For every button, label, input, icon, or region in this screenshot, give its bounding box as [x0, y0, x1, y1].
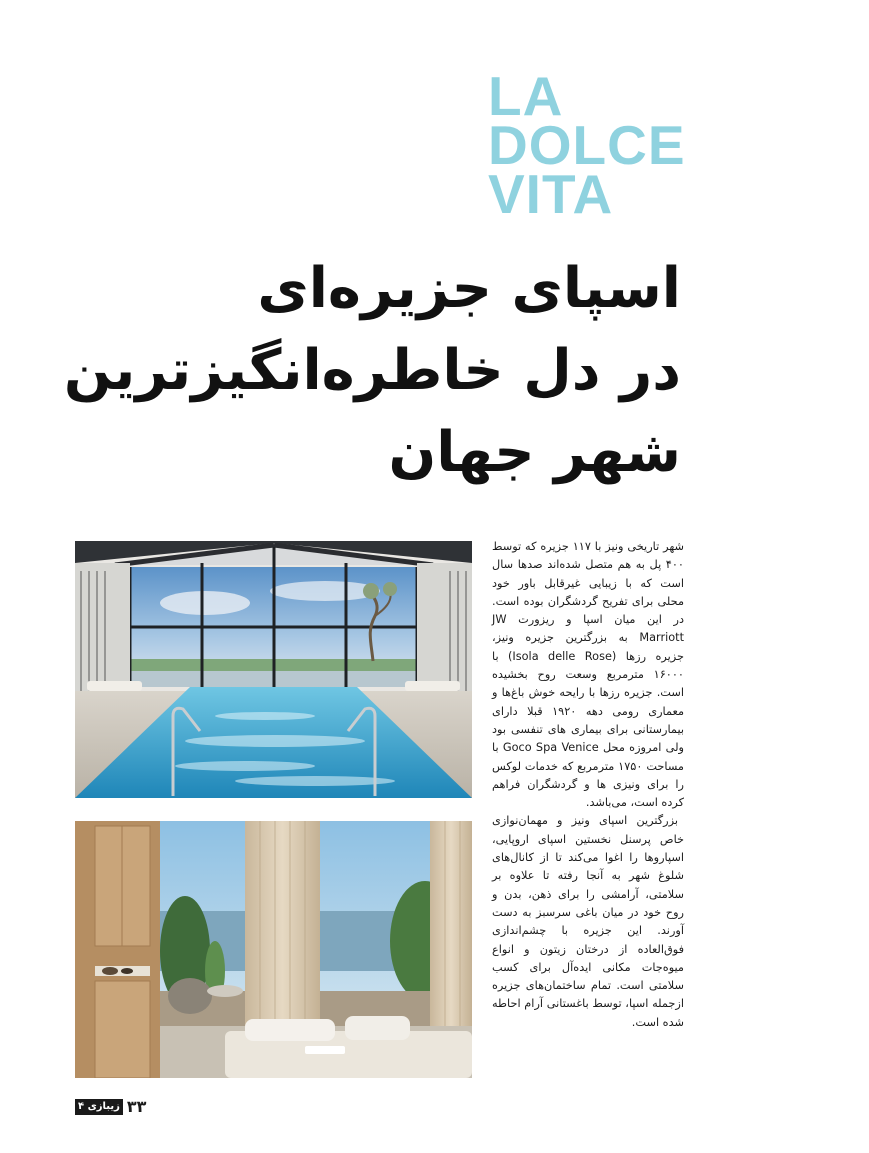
- kicker-line: LA: [488, 65, 564, 127]
- headline-line: در دل خاطره‌انگیزترین: [63, 338, 681, 403]
- kicker-line: VITA: [488, 163, 614, 225]
- body-paragraph: شهر تاریخی ونیز با ۱۱۷ جزیره که توسط ۴۰۰ پل به هم متصل شده‌اند صدها سال است که با زیبایی غیرقابل باور خود محلی برای تفریح گردشگران بوده است. در این میان اسپا و ریزورت JW Marriott به بزرگترین جزیره ونیز، جزیره رزها (Isola delle Rose) با ۱۶۰۰۰ مترمربع وسعت روح بخشیده است. جزیره رزها با رایحه خوش باغ‌ها و معماری رومی دهه ۱۹۲۰ قبلا دارای بیمارستانی برای بیماری های تنفسی بود ولی امروزه محل Goco Spa Venice با مساحت ۱۷۵۰ مترمربع که خدمات لوکس را برای ونیزی ها و گردشگران فراهم کرده است، می‌باشد.: [492, 540, 685, 810]
- magazine-tag: زیبازی ۴: [75, 1099, 123, 1115]
- article-body: [492, 538, 684, 1032]
- article-headline: [63, 248, 681, 494]
- body-paragraph: بزرگترین اسپای ونیز و مهمان‌نوازی خاص پرسنل نخستین اسپای اروپایی، اسپاروها را اغوا می‌کند تا از کانال‌های شلوغ شهر به آنجا رفته تا علاوه بر سلامتی، آرامشی را برای ذهن، بدن و روح خود در میان باغی سرسبز به دست آورند. این جزیره با چشم‌اندازی فوق‌العاده از درختان زیتون و انواع میوه‌جات مکانی ایده‌آل برای کسب سلامتی است. تمام ساختمان‌های جزیره ازجمله اسپا، توسط باغستانی آرام احاطه شده است.: [492, 814, 684, 1029]
- kicker-line: DOLCE: [488, 114, 686, 176]
- headline-line: اسپای جزیره‌ای: [257, 256, 681, 321]
- spa-room-photo: [75, 821, 472, 1078]
- page-number: ۳۳: [126, 1097, 147, 1116]
- kicker-title: [488, 65, 708, 225]
- headline-line: شهر جهان: [388, 420, 681, 485]
- indoor-pool-photo: [75, 541, 472, 798]
- page-footer: [75, 1097, 146, 1117]
